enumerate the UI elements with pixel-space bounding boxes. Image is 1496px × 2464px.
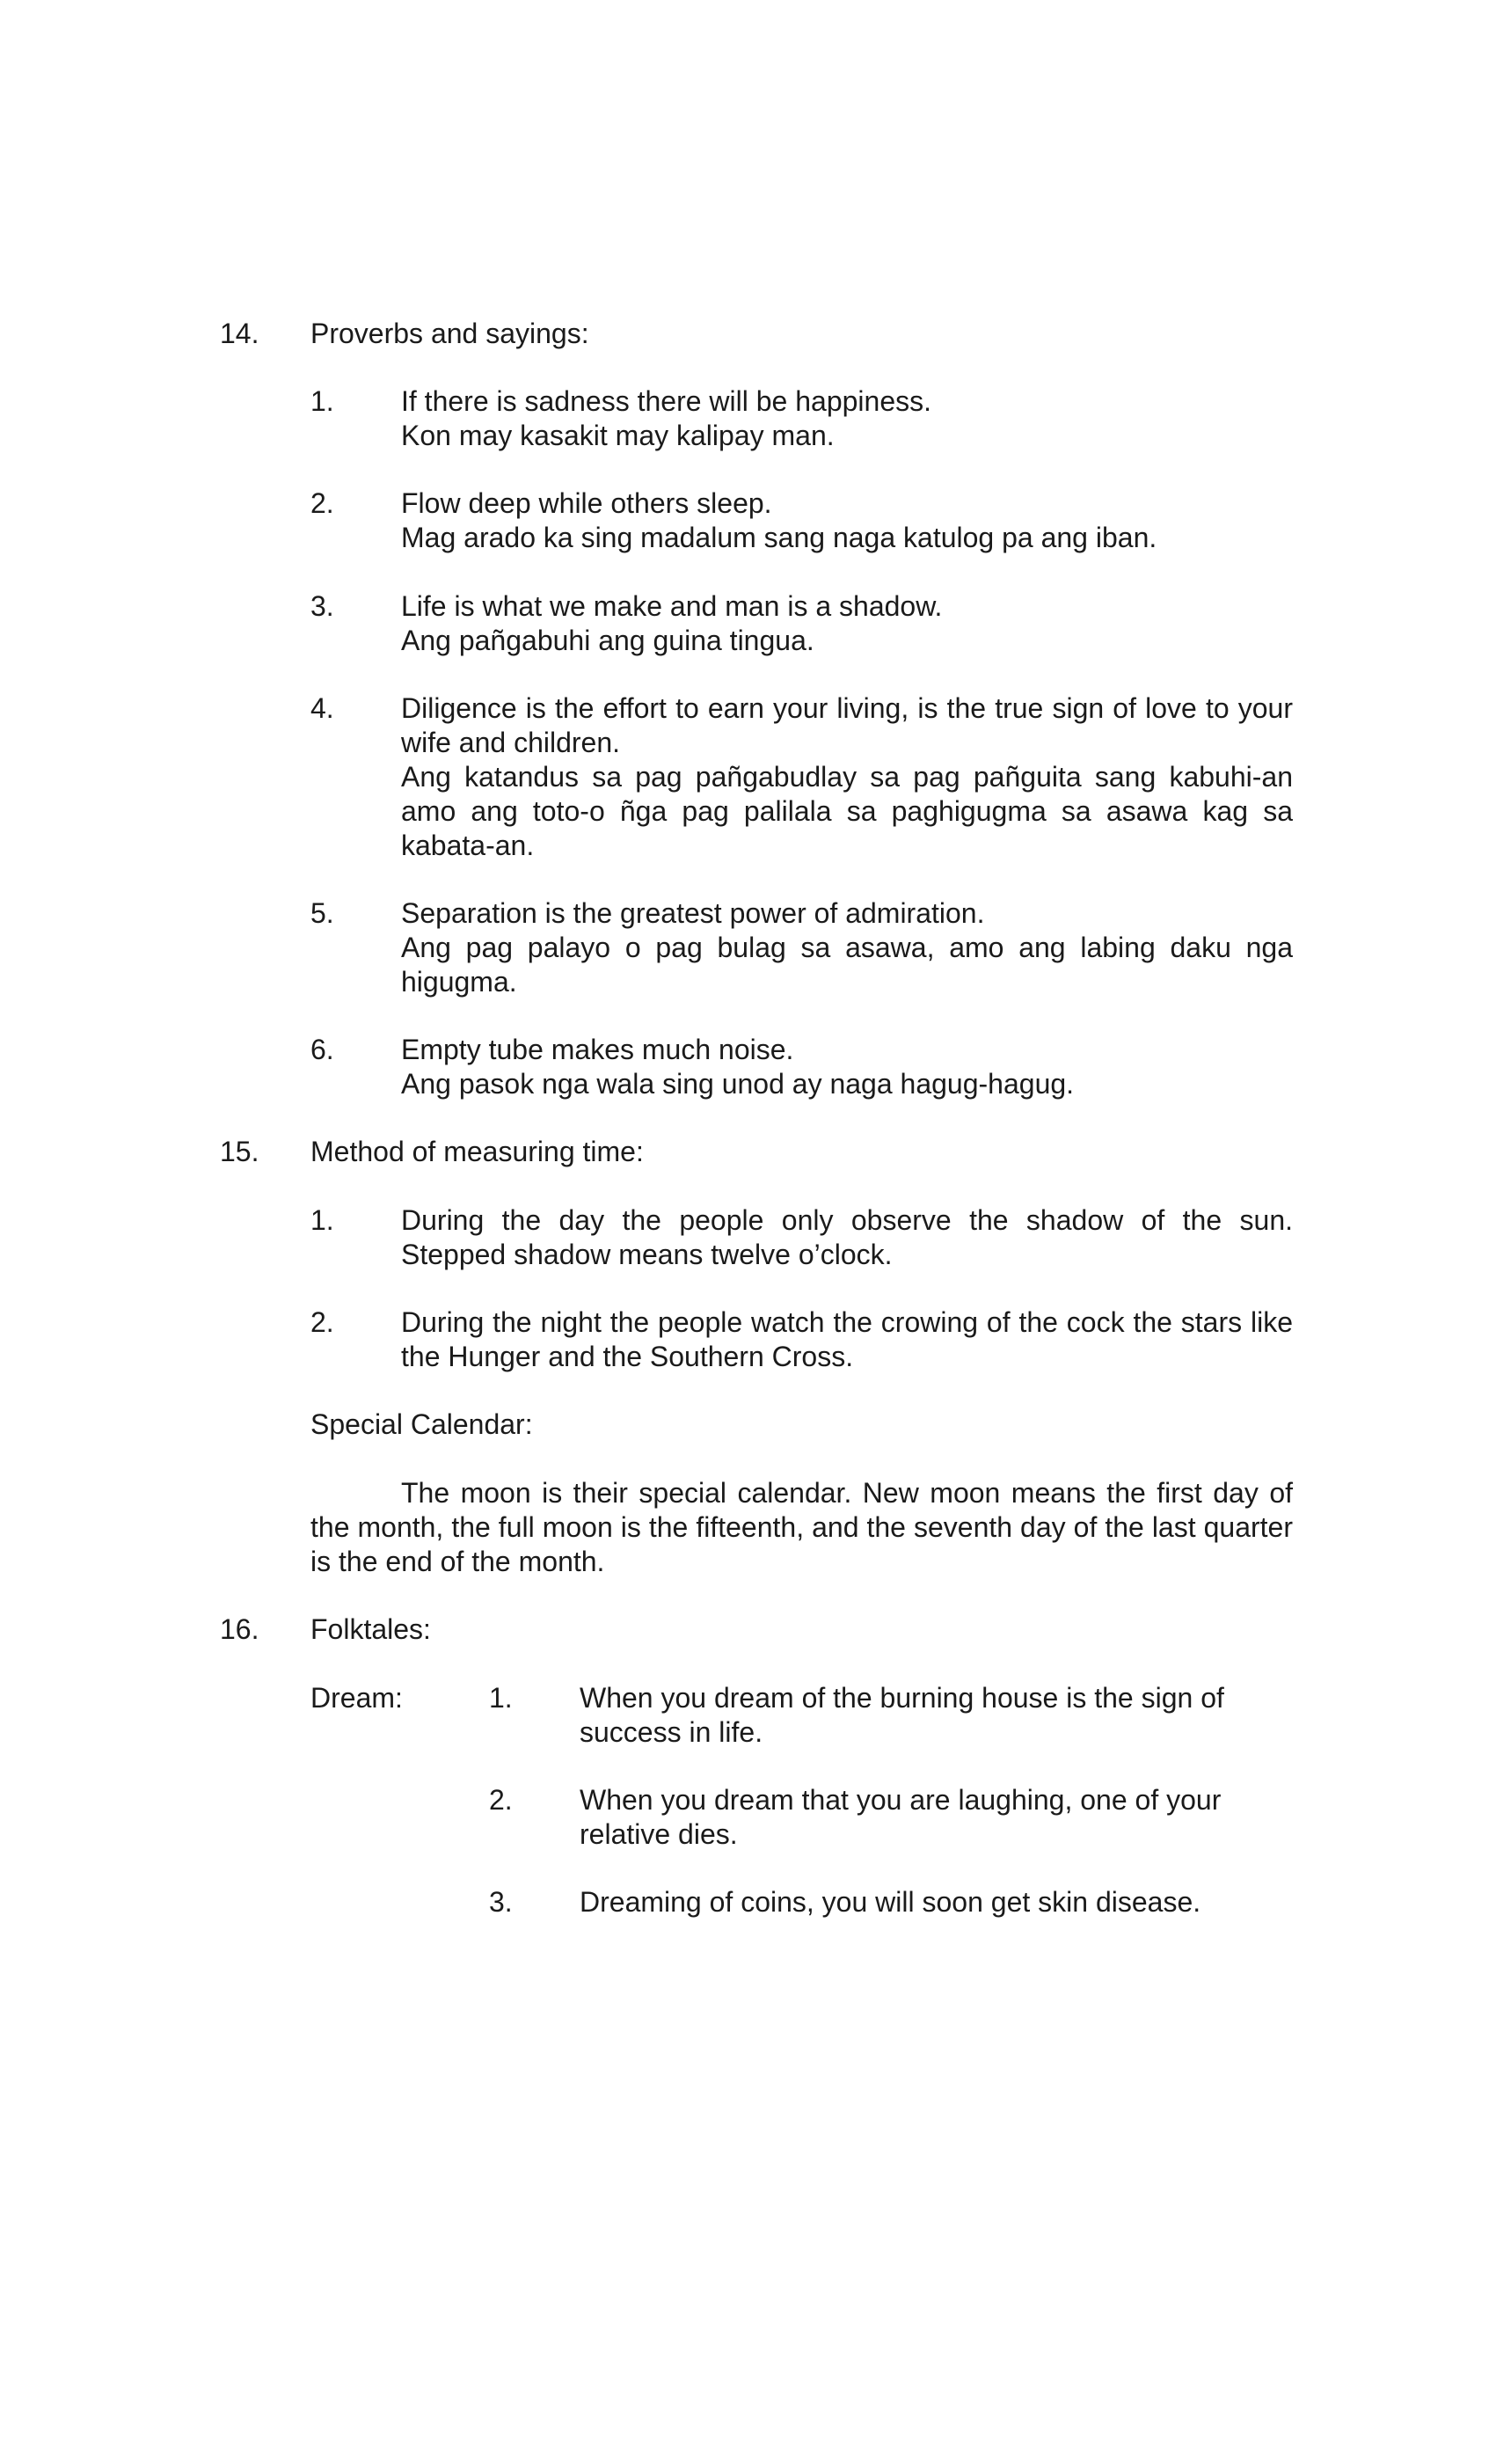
item-text bbox=[401, 1033, 1293, 1101]
proverb-english: Life is what we make and man is a shadow. bbox=[401, 590, 943, 622]
proverb-translation: Ang katandus sa pag pañgabudlay sa pag pañguita sang kabuhi-an amo ang toto-o ñga pag palilala sa paghigugma sa asawa kag sa kabata-an. bbox=[401, 761, 1293, 861]
item-text: When you dream that you are laughing, one of your relative dies. bbox=[580, 1784, 1222, 1850]
item-text bbox=[401, 486, 1293, 555]
item-text: When you dream of the burning house is the sign of success in life. bbox=[580, 1682, 1224, 1748]
item-number: 3. bbox=[489, 1886, 513, 1918]
proverb-english: Flow deep while others sleep. bbox=[401, 487, 772, 519]
section-number: 16. bbox=[220, 1613, 259, 1645]
section-number: 14. bbox=[220, 318, 259, 349]
item-number: 3. bbox=[310, 590, 334, 622]
proverb-english: Separation is the greatest power of admiration. bbox=[401, 897, 985, 929]
item-number: 1. bbox=[310, 1204, 334, 1236]
paragraph-text: The moon is their special calendar. New moon means the first day of the month, the full moon is the fifteenth, and the seventh day of the last quarter is the end of the month. bbox=[310, 1477, 1293, 1577]
section-title: Proverbs and sayings: bbox=[310, 318, 589, 349]
proverb-translation: Ang pañgabuhi ang guina tingua. bbox=[401, 625, 814, 656]
section-number: 15. bbox=[220, 1136, 259, 1167]
item-text bbox=[401, 384, 1293, 453]
paragraph bbox=[310, 1476, 1293, 1579]
item-number: 4. bbox=[310, 692, 334, 724]
proverb-english: Empty tube makes much noise. bbox=[401, 1034, 794, 1065]
proverb-english: If there is sadness there will be happiness. bbox=[401, 385, 931, 417]
item-number: 1. bbox=[489, 1682, 513, 1714]
section-title: Method of measuring time: bbox=[310, 1136, 644, 1167]
proverb-translation: Ang pag palayo o pag bulag sa asawa, amo ang labing daku nga higugma. bbox=[401, 932, 1293, 998]
dream-label: Dream: bbox=[310, 1682, 403, 1714]
item-text bbox=[401, 691, 1293, 863]
item-text bbox=[401, 896, 1293, 999]
proverb-translation: Kon may kasakit may kalipay man. bbox=[401, 420, 835, 451]
item-number: 1. bbox=[310, 385, 334, 417]
proverb-translation: Mag arado ka sing madalum sang naga katulog pa ang iban. bbox=[401, 522, 1157, 553]
item-number: 5. bbox=[310, 897, 334, 929]
item-text: During the night the people watch the crowing of the cock the stars like the Hunger and the Southern Cross. bbox=[401, 1306, 1293, 1372]
proverb-english: Diligence is the effort to earn your living, is the true sign of love to your wife and children. bbox=[401, 692, 1293, 758]
item-number: 2. bbox=[489, 1784, 513, 1816]
item-number: 6. bbox=[310, 1034, 334, 1065]
item-text: During the day the people only observe the shadow of the sun. Stepped shadow means twelve o’clock. bbox=[401, 1204, 1293, 1270]
proverb-translation: Ang pasok nga wala sing unod ay naga hagug-hagug. bbox=[401, 1068, 1075, 1100]
item-number: 2. bbox=[310, 1306, 334, 1338]
section-title: Folktales: bbox=[310, 1613, 431, 1645]
item-text bbox=[401, 589, 1293, 658]
item-text: Dreaming of coins, you will soon get skin disease. bbox=[580, 1886, 1201, 1918]
item-number: 2. bbox=[310, 487, 334, 519]
subheading: Special Calendar: bbox=[310, 1408, 533, 1440]
